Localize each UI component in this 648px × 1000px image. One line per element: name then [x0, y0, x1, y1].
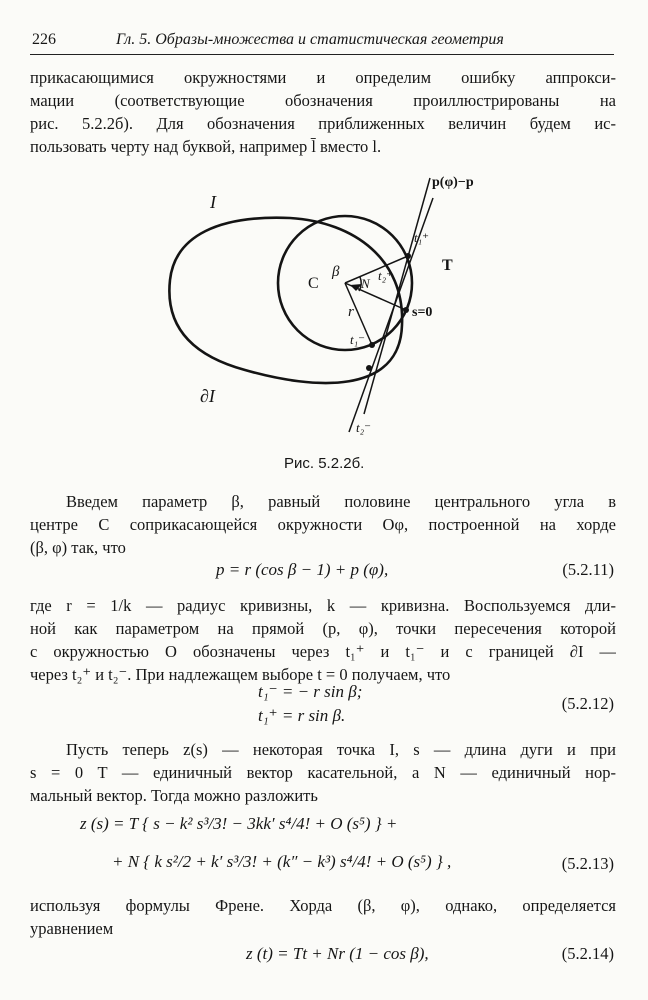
label-beta: β	[332, 264, 340, 280]
text-line: ной как параметром на прямой (p, φ), точки пересечения которой	[30, 619, 616, 638]
label-N: N	[361, 276, 370, 291]
text-line: (β, φ) так, что	[30, 538, 126, 557]
equation-5-2-11: p = r (cos β − 1) + p (φ),	[216, 560, 389, 579]
set-boundary-curve	[169, 218, 402, 383]
figure-5-2-2b	[150, 170, 480, 450]
radius-line-upper	[345, 256, 408, 283]
label-C: C	[308, 275, 319, 292]
paragraph-2	[30, 490, 616, 559]
label-p-phi: p(φ)−p	[432, 175, 474, 190]
text-line: через t₂⁺ и t₂⁻. При надлежащем выборе t = 0 получаем, что	[30, 665, 451, 684]
paragraph-5	[30, 894, 616, 940]
text-line: прикасающимися окружностями и определим ошибку аппрокси-	[30, 68, 616, 87]
figure-caption: Рис. 5.2.2б.	[284, 455, 365, 472]
text-line: s = 0 T — единичный вектор касательной, а N — единичный нор-	[30, 763, 616, 782]
paragraph-3	[30, 594, 616, 686]
text-line: мальный вектор. Тогда можно разложить	[30, 786, 318, 805]
text-line: центре C соприкасающейся окружности Oφ, построенной на хорде	[30, 515, 616, 534]
text-line: уравнением	[30, 919, 114, 938]
point-t1-plus	[405, 253, 411, 259]
label-t1-minus: t₁⁻	[350, 332, 365, 347]
equation-number-5-2-12: (5.2.12)	[561, 694, 614, 713]
running-title: Гл. 5. Образы-множества и статистическая геометрия	[116, 31, 504, 48]
equation-number-5-2-13: (5.2.13)	[561, 854, 614, 873]
text-line: где r = 1/k — радиус кривизны, k — кривизна. Воспользуемся дли-	[30, 596, 616, 615]
paragraph-1	[30, 66, 616, 158]
label-t1-plus: t₁⁺	[414, 230, 429, 245]
equation-5-2-13-line-2: + N { k s²/2 + k′ s³/3! + (k″ − k³) s⁴/4! + O (s⁵) } ,	[112, 852, 452, 871]
label-r: r	[348, 304, 354, 320]
label-s0: s=0	[412, 305, 433, 320]
label-t2-plus: t₂⁺	[378, 268, 393, 283]
equation-5-2-14: z (t) = Tt + Nr (1 − cos β),	[246, 944, 429, 963]
text-line: Пусть теперь z(s) — некоторая точка I, s — длина дуги и при	[66, 740, 616, 759]
text-line: рис. 5.2.2б). Для обозначения приближенных величин будем ис-	[30, 114, 616, 133]
equation-number-5-2-14: (5.2.14)	[561, 944, 614, 963]
equation-5-2-13-line-1: z (s) = T { s − k² s³/3! − 3kk′ s⁴/4! + O (s⁵) } +	[80, 814, 398, 833]
label-T: T	[442, 257, 453, 274]
label-t2-minus: t₂⁻	[356, 420, 371, 435]
equation-5-2-12-line-2: t₁⁺ = r sin β.	[258, 706, 346, 725]
text-line: пользовать черту над буквой, например l̄ вместо l.	[30, 137, 382, 156]
text-line: Введем параметр β, равный половине центрального угла в	[66, 492, 616, 511]
text-line: мации (соответствующие обозначения проиллюстрированы на	[30, 91, 616, 110]
text-line: используя формулы Френе. Хорда (β, φ), однако, определяется	[30, 896, 616, 915]
paragraph-4	[30, 738, 616, 807]
label-I: I	[210, 192, 216, 212]
equation-number-5-2-11: (5.2.11)	[562, 560, 614, 579]
page-number: 226	[32, 31, 56, 48]
text-line: с окружностью O обозначены через t₁⁺ и t₁⁻ и с границей ∂I —	[30, 642, 616, 661]
equation-5-2-12-line-1: t₁⁻ = − r sin β;	[258, 682, 363, 701]
point-s0	[403, 307, 409, 313]
point-t1-minus	[369, 342, 375, 348]
label-dI: ∂I	[200, 386, 215, 406]
running-header	[30, 30, 614, 55]
point-t2-minus	[366, 365, 372, 371]
